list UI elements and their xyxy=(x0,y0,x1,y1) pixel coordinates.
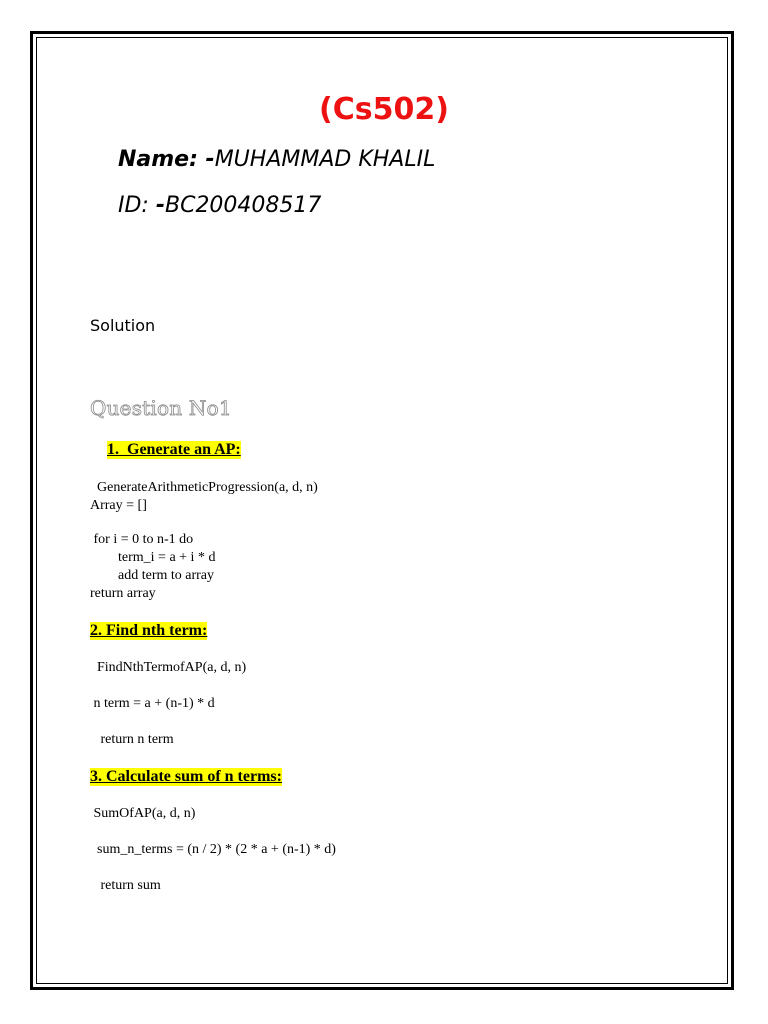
name-label: Name: - xyxy=(118,147,215,172)
code-line: GenerateArithmeticProgression(a, d, n) xyxy=(90,480,318,495)
section-heading-nth-term: 2. Find nth term: xyxy=(90,622,208,639)
code-line: n term = a + (n-1) * d xyxy=(90,696,215,711)
id-value: BC200408517 xyxy=(164,193,322,218)
course-code: (Cs502) xyxy=(319,92,449,127)
code-line: return n term xyxy=(90,732,174,747)
student-id-row xyxy=(118,193,321,218)
id-label: ID: xyxy=(118,193,156,218)
code-line: sum_n_terms = (n / 2) * (2 * a + (n-1) * d) xyxy=(90,842,336,857)
code-line: return array xyxy=(90,586,156,601)
question-title: Question No1 xyxy=(90,396,232,420)
section-heading-generate-ap: 1. Generate an AP: xyxy=(107,441,241,458)
code-line: Array = [] xyxy=(90,498,147,513)
code-line: FindNthTermofAP(a, d, n) xyxy=(90,660,247,675)
code-line: add term to array xyxy=(90,568,215,583)
id-dash: - xyxy=(155,193,165,218)
name-value: MUHAMMAD KHALIL xyxy=(214,147,436,172)
section-heading-sum-n-terms: 3. Calculate sum of n terms: xyxy=(90,768,282,785)
code-line: term_i = a + i * d xyxy=(90,550,216,565)
solution-label: Solution xyxy=(90,316,156,335)
student-name-row xyxy=(118,147,435,172)
code-line: for i = 0 to n-1 do xyxy=(90,532,194,547)
code-line: return sum xyxy=(90,878,161,893)
code-line: SumOfAP(a, d, n) xyxy=(90,806,196,821)
